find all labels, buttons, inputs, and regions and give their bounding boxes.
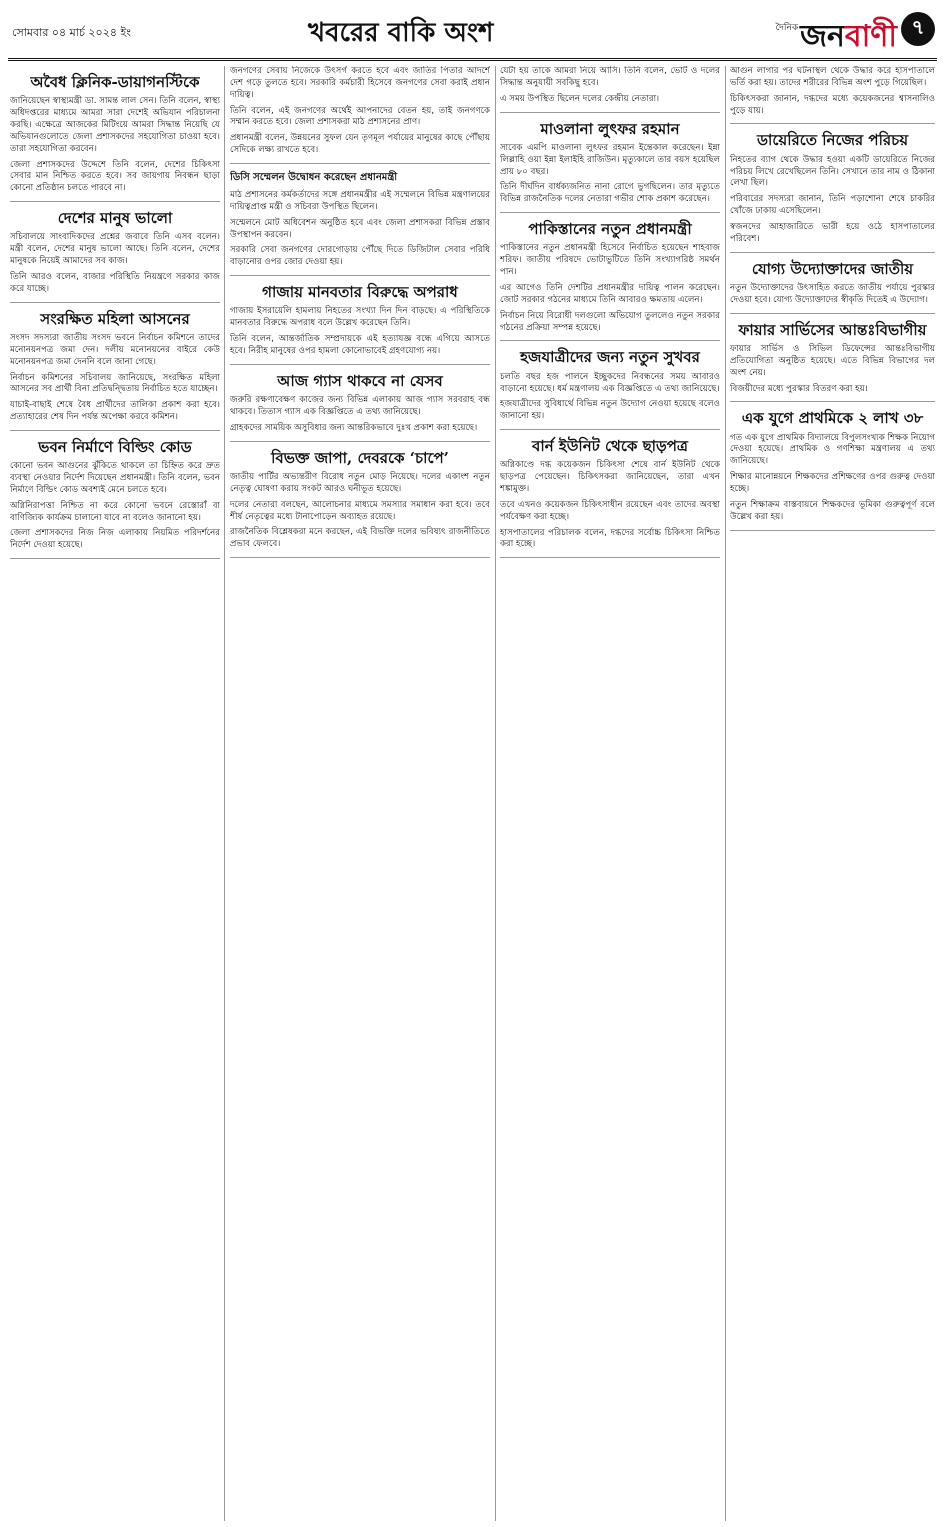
column-4: [730, 66, 935, 1521]
column-3: [500, 66, 720, 1521]
article-headline: এক যুগে প্রাথমিকে ২ লাখ ৩৮: [741, 409, 924, 428]
article-headline: মাওলানা লুৎফর রহমান: [540, 119, 680, 138]
article-paragraph: তিনি আরও বলেন, বাজার পরিস্থিতি নিয়ন্ত্রণে সরকার কাজ করে যাচ্ছে।: [10, 271, 220, 294]
article-separator: [730, 123, 935, 124]
article-separator: [500, 212, 720, 213]
article-paragraph: জাতীয় পার্টির অভ্যন্তরীণ বিরোধ নতুন মোড় নিয়েছে। দলের একাংশ নতুন নেতৃত্ব ঘোষণা করায় সংকট আরও ঘনীভূত হয়েছে।: [230, 471, 490, 494]
article-headline: যোগ্য উদ্যোক্তাদের জাতীয়: [751, 259, 914, 278]
article: [500, 66, 720, 106]
article-paragraph: গ্রাহকদের সাময়িক অসুবিধার জন্য আন্তরিকভাবে দুঃখ প্রকাশ করা হয়েছে।: [230, 422, 478, 433]
article: [10, 74, 220, 195]
article: [10, 311, 220, 424]
article: [730, 132, 935, 245]
article-headline: ভবন নির্মাণে বিল্ডিং কোড: [38, 437, 192, 456]
article-separator: [230, 163, 490, 164]
article-separator: [730, 252, 935, 253]
article: [500, 349, 720, 423]
masthead: [8, 6, 937, 61]
article-paragraph: সরকারি সেবা জনগণের দোরগোড়ায় পৌঁছে দিতে ডিজিটাল সেবার পরিধি বাড়ানোর ওপর জোর দেওয়া হয়।: [230, 245, 490, 268]
article-separator: [730, 530, 935, 531]
article: [230, 284, 490, 358]
article-paragraph: কোনো ভবন আগুনের ঝুঁকিতে থাকলে তা চিহ্নিত করে দ্রুত ব্যবস্থা নেওয়ার নির্দেশ দিয়েছেন প্রধানমন্ত্রী। তিনি বলেন, ভবন নির্মাণে বিল্ডিং কোড অবশ্যই মেনে চলতে হবে।: [10, 461, 220, 495]
article-paragraph: অগ্নিনিরাপত্তা নিশ্চিত না করে কোনো ভবনে রেস্তোরাঁ বা বাণিজ্যিক কার্যক্রম চালানো যাবে না বলেও জানানো হয়।: [10, 500, 220, 523]
article-headline: আজ গ্যাস থাকবে না যেসব: [277, 371, 443, 390]
article-separator: [500, 429, 720, 430]
article-headline: ফায়ার সার্ভিসের আন্তঃবিভাগীয়: [738, 320, 927, 339]
article-separator: [730, 313, 935, 314]
article-paragraph: হাসপাতালের পরিচালক বলেন, দগ্ধদের সর্বোচ্চ চিকিৎসা নিশ্চিত করা হচ্ছে।: [500, 527, 720, 550]
article-paragraph: দলের নেতারা বলছেন, আলোচনার মাধ্যমে সমস্যার সমাধান করা হবে। তবে শীর্ষ নেতৃত্বের মধ্যে টানাপোড়েন অব্যাহত রয়েছে।: [230, 499, 490, 522]
article: [730, 410, 935, 523]
article: [230, 66, 490, 157]
article-paragraph: তিনি বলেন, আন্তর্জাতিক সম্প্রদায়কে এই হত্যাযজ্ঞ বন্ধে এগিয়ে আসতে হবে। নিরীহ মানুষের ওপর হামলা কোনোভাবেই গ্রহণযোগ্য নয়।: [230, 334, 490, 356]
section-title: খবরের বাকি অংশ: [308, 18, 494, 48]
article-paragraph: এর আগেও তিনি দেশটির প্রধানমন্ত্রীর দায়িত্ব পালন করেছেন। জোট সরকার গঠনের মাধ্যমে তিনি আবারও ক্ষমতায় এলেন।: [500, 282, 720, 305]
article-paragraph: এ সময় উপস্থিত ছিলেন দলের কেন্দ্রীয় নেতারা।: [500, 93, 660, 104]
article-separator: [500, 557, 720, 558]
article-separator: [500, 112, 720, 113]
logo-prefix: দৈনিক: [775, 23, 799, 33]
article-paragraph: তিনি দীর্ঘদিন বার্ধক্যজনিত নানা রোগে ভুগছিলেন। তার মৃত্যুতে বিভিন্ন রাজনৈতিক দলের নেতারা গভীর শোক প্রকাশ করেছেন।: [500, 182, 720, 205]
article-headline: ডায়েরিতে নিজের পরিচয়: [756, 131, 909, 150]
article-separator: [730, 401, 935, 402]
article-paragraph: মাঠ প্রশাসনের কর্মকর্তাদের সঙ্গে প্রধানমন্ত্রীর এই সম্মেলনে বিভিন্ন মন্ত্রণালয়ের দায়িত্বপ্রাপ্ত মন্ত্রী ও সচিবরা উপস্থিত ছিলেন।: [230, 190, 490, 212]
article: [500, 221, 720, 334]
article-paragraph: নতুন শিক্ষাক্রম বাস্তবায়নে শিক্ষকদের ভূমিকা গুরুত্বপূর্ণ বলে উল্লেখ করা হয়।: [730, 499, 935, 522]
article: [730, 66, 935, 117]
article-paragraph: সাবেক এমপি মাওলানা লুৎফর রহমান ইন্তেকাল করেছেন। ইন্না লিল্লাহি ওয়া ইন্না ইলাইহি রাজিউন। মৃত্যুকালে তার বয়স হয়েছিল প্রায় ৮০ বছর।: [500, 142, 720, 177]
article-paragraph: ফায়ার সার্ভিস ও সিভিল ডিফেন্সের আন্তঃবিভাগীয় প্রতিযোগিতা অনুষ্ঠিত হয়েছে। এতে বিভিন্ন বিভাগের দল অংশ নেয়।: [730, 343, 935, 378]
article-paragraph: নির্বাচন কমিশনের সচিবালয় জানিয়েছে, সংরক্ষিত মহিলা আসনের সব প্রার্থী বিনা প্রতিদ্বন্দ্বিতায় নির্বাচিত হতে যাচ্ছেন।: [10, 372, 220, 395]
article: [730, 322, 935, 396]
column-divider: [725, 66, 726, 1521]
newspaper-logo: [776, 12, 898, 63]
article-headline: সংরক্ষিত মহিলা আসনের: [40, 309, 190, 328]
article-separator: [10, 201, 220, 202]
article-separator: [10, 302, 220, 303]
article-paragraph: চিকিৎসকরা জানান, দগ্ধদের মধ্যে কয়েকজনের শ্বাসনালিও পুড়ে যায়।: [730, 93, 935, 116]
article-separator: [500, 340, 720, 341]
article-subhead: ডিসি সম্মেলন উদ্বোধন করেছেন প্রধানমন্ত্রী: [230, 172, 398, 184]
article: [230, 373, 490, 435]
article-paragraph: হজযাত্রীদের সুবিধার্থে বিভিন্ন নতুন উদ্যোগ নেওয়া হয়েছে বলেও জানানো হয়।: [500, 399, 720, 422]
article-paragraph: জেলা প্রশাসকদের উদ্দেশে তিনি বলেন, দেশের চিকিৎসা সেবার মান নিশ্চিত করতে হবে। সব জায়গায় নিবন্ধন ছাড়া কোনো প্রতিষ্ঠান চলতে পারবে না।: [10, 159, 220, 194]
article-paragraph: নিহতের ব্যাগ থেকে উদ্ধার হওয়া একটি ডায়েরিতে নিজের পরিচয় লিখে রেখেছিলেন তিনি। সেখানে তার নাম ও ঠিকানা লেখা ছিল।: [730, 154, 935, 189]
article: [500, 121, 720, 207]
column-1: [10, 66, 220, 1521]
article-paragraph: তিনি বলেন, এই জনগণের অর্থেই আপনাদের বেতন হয়, তাই জনগণকে সম্মান করতে হবে। জেলা প্রশাসকরা মাঠ প্রশাসনের প্রাণ।: [230, 105, 490, 128]
column-2: [230, 66, 490, 1521]
article-paragraph: রাজনৈতিক বিশ্লেষকরা মনে করছেন, এই বিভক্তি দলের ভবিষ্যৎ রাজনীতিতে প্রভাব ফেলবে।: [230, 527, 490, 550]
article-paragraph: গত এক যুগে প্রাথমিক বিদ্যালয়ে বিপুলসংখ্যক শিক্ষক নিয়োগ দেওয়া হয়েছে। প্রাথমিক ও গণশিক্ষা মন্ত্রণালয় এ তথ্য জানিয়েছে।: [730, 432, 935, 467]
logo-part1: জন: [800, 19, 845, 54]
article-paragraph: সম্মেলনে মোট অধিবেশন অনুষ্ঠিত হবে এবং জেলা প্রশাসকরা বিভিন্ন প্রস্তাব উপস্থাপন করবেন।: [230, 217, 490, 240]
article-paragraph: পাকিস্তানের নতুন প্রধানমন্ত্রী হিসেবে নির্বাচিত হয়েছেন শাহবাজ শরিফ। জাতীয় পরিষদে ভোটাভুটিতে তিনি সংখ্যাগরিষ্ঠ সমর্থন পান।: [500, 243, 720, 278]
article-separator: [230, 275, 490, 276]
article-paragraph: সংসদ সদস্যরা জাতীয় সংসদ ভবনে নির্বাচন কমিশনে তাদের মনোনয়নপত্র জমা দেন। দলীয় মনোনয়নের বাইরে কেউ মনোনয়নপত্র জমা দেননি বলে জানা গেছে।: [10, 332, 220, 367]
article-headline: পাকিস্তানের নতুন প্রধানমন্ত্রী: [528, 220, 692, 239]
column-divider: [495, 66, 496, 1521]
article-paragraph: জনগণের সেবায় নিজেকে উৎসর্গ করতে হবে এবং জাতির পিতার আদর্শে দেশ গড়ে তুলতে হবে। সরকারি কর্মচারী হিসেবে জনগণের সেবা করাই প্রধান দায়িত্ব।: [230, 66, 490, 100]
article: [10, 439, 220, 552]
article-headline: অবৈধ ক্লিনিক-ডায়াগনস্টিকে: [30, 73, 200, 91]
article-paragraph: বিজয়ীদের মধ্যে পুরস্কার বিতরণ করা হয়।: [730, 383, 868, 394]
article-paragraph: নতুন উদ্যোক্তাদের উৎসাহিত করতে জাতীয় পর্যায়ে পুরস্কার দেওয়া হবে। যোগ্য উদ্যোক্তাদের স্বীকৃতি দিতেই এ উদ্যোগ।: [730, 282, 935, 305]
article-headline: হজযাত্রীদের জন্য নতুন সুখবর: [520, 348, 700, 367]
article-headline: দেশের মানুষ ভালো: [57, 209, 173, 228]
logo-part2: বাণী: [844, 19, 897, 54]
article-paragraph: সচিবালয়ে সাংবাদিকদের প্রশ্নের জবাবে তিনি এসব বলেন। মন্ত্রী বলেন, দেশের মানুষ ভালো আছে। তিনি বলেন, দেশের মানুষকে নিয়েই আমাদের সব কাজ।: [10, 232, 220, 267]
article-headline: বিভক্ত জাপা, দেবরকে ‘চাপে’: [271, 448, 449, 467]
article: [730, 261, 935, 307]
article-paragraph: চলতি বছর হজ পালনে ইচ্ছুকদের নিবন্ধনের সময় আবারও বাড়ানো হয়েছে। ধর্ম মন্ত্রণালয় এক বিজ্ঞপ্তিতে এ তথ্য জানিয়েছে।: [500, 371, 720, 394]
article-paragraph: যেটা হয় তাকে আমরা নিয়ে আসি। তিনি বলেন, ভোট ও দলের সিদ্ধান্ত অনুযায়ী সবকিছু হবে।: [500, 66, 720, 88]
page-number-badge: ৭: [901, 12, 935, 46]
issue-date: সোমবার ০৪ মার্চ ২০২৪ ইং: [12, 26, 131, 39]
article-separator: [10, 430, 220, 431]
article-paragraph: তবে এখনও কয়েকজন চিকিৎসাধীন রয়েছেন এবং তাদের অবস্থা পর্যবেক্ষণ করা হচ্ছে।: [500, 499, 720, 522]
article-paragraph: যাচাই-বাছাই শেষে বৈধ প্রার্থীদের তালিকা প্রকাশ করা হবে। প্রত্যাহারের শেষ দিন পর্যন্ত অপেক্ষা করবে কমিশন।: [10, 400, 220, 423]
article-paragraph: গাজায় ইসরায়েলি হামলায় নিহতের সংখ্যা দিন দিন বাড়ছে। এ পরিস্থিতিকে মানবতার বিরুদ্ধে অপরাধ বলে উল্লেখ করেছেন তিনি।: [230, 306, 490, 329]
article-paragraph: আগুন লাগার পর ঘটনাস্থল থেকে উদ্ধার করে হাসপাতালে ভর্তি করা হয়। তাদের শরীরের বিভিন্ন অংশ পুড়ে গিয়েছিল।: [730, 66, 935, 88]
article-paragraph: জরুরি রক্ষণাবেক্ষণ কাজের জন্য বিভিন্ন এলাকায় আজ গ্যাস সরবরাহ বন্ধ থাকবে। তিতাস গ্যাস এক বিজ্ঞপ্তিতে এ তথ্য জানিয়েছে।: [230, 395, 490, 417]
article: [500, 438, 720, 551]
article-separator: [230, 557, 490, 558]
article-separator: [230, 364, 490, 365]
logo-wordmark: [800, 12, 897, 63]
column-divider: [224, 66, 225, 1521]
article-paragraph: অগ্নিকাণ্ডে দগ্ধ কয়েকজন চিকিৎসা শেষে বার্ন ইউনিট থেকে ছাড়পত্র পেয়েছেন। চিকিৎসকরা জানিয়েছেন, তারা এখন শঙ্কামুক্ত।: [500, 460, 720, 495]
article: [10, 210, 220, 296]
article: [230, 450, 490, 551]
article-paragraph: জেলা প্রশাসকদের নিজ নিজ এলাকায় নিয়মিত পরিদর্শনের নির্দেশ দেওয়া হয়েছে।: [10, 528, 220, 551]
article: [230, 170, 490, 269]
article-separator: [230, 441, 490, 442]
article-paragraph: শিক্ষার মানোন্নয়নে শিক্ষকদের প্রশিক্ষণের ওপর গুরুত্ব দেওয়া হচ্ছে।: [730, 472, 935, 495]
article-paragraph: স্বজনদের আহাজারিতে ভারী হয়ে ওঠে হাসপাতালের পরিবেশ।: [730, 221, 935, 244]
article-paragraph: জানিয়েছেন স্বাস্থ্যমন্ত্রী ডা. সামন্ত লাল সেন। তিনি বলেন, স্বাস্থ্য অধিদপ্তরের মাধ্যমে আমরা সারা দেশেই অভিযান পরিচালনা করছি। এক্ষেত্রে আজকের মিটিংয়ে আমরা সিদ্ধান্ত নিয়েছি যে অভিযানগুলোতে জেলা প্রশাসকদের সহযোগিতা চাওয়া হবে। তারা সহযোগিতা করবেন।: [10, 96, 220, 154]
article-headline: বার্ন ইউনিট থেকে ছাড়পত্র: [532, 437, 688, 456]
article-paragraph: নির্বাচন নিয়ে বিরোধী দলগুলো অভিযোগ তুললেও নতুন সরকার গঠনের প্রক্রিয়া সম্পন্ন হয়েছে।: [500, 310, 720, 333]
article-paragraph: পরিবারের সদস্যরা জানান, তিনি পড়াশোনা শেষে চাকরির খোঁজে ঢাকায় এসেছিলেন।: [730, 194, 935, 217]
article-headline: গাজায় মানবতার বিরুদ্ধে অপরাধ: [262, 283, 458, 302]
article-paragraph: প্রধানমন্ত্রী বলেন, উন্নয়নের সুফল যেন তৃণমূল পর্যায়ের মানুষের কাছে পৌঁছায় সেদিকে লক্ষ্য রাখতে হবে।: [230, 133, 490, 156]
article-separator: [10, 558, 220, 559]
